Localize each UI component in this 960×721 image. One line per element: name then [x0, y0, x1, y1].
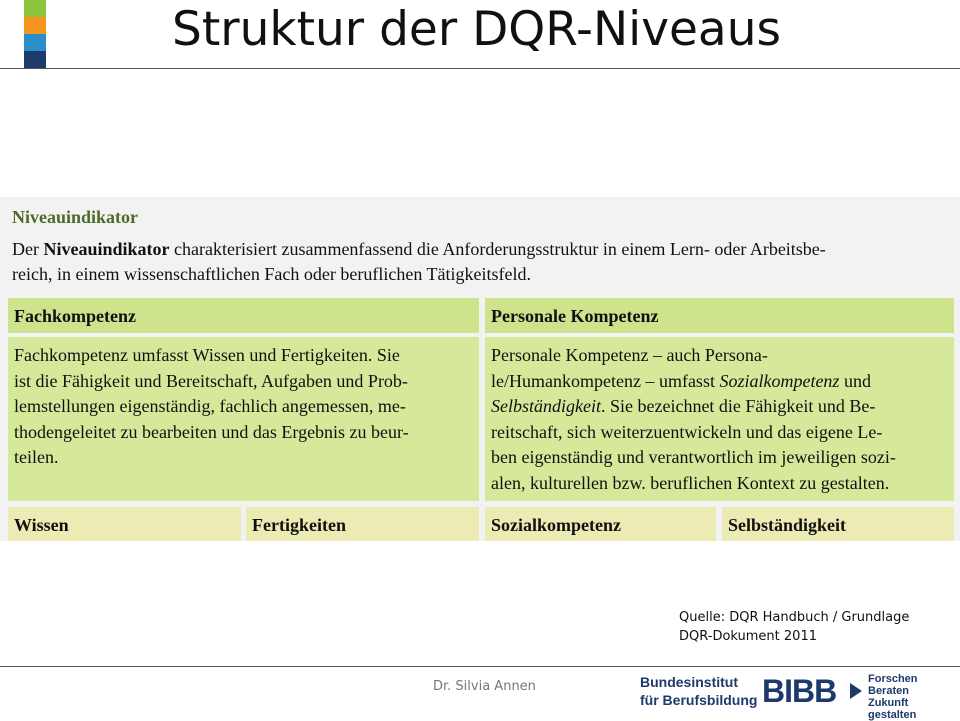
- title-divider: [0, 68, 960, 69]
- personal-text-part: le/Humankompetenz – umfasst: [491, 370, 720, 391]
- bibb-logo: [640, 671, 955, 721]
- personal-line: [491, 369, 948, 395]
- accent-orange: [24, 17, 46, 34]
- slogan-line: Beraten: [868, 685, 909, 697]
- org-line: für Berufsbildung: [640, 692, 758, 708]
- niveau-text-prefix: Der: [12, 239, 44, 259]
- personal-line: ben eigenständig und verantwortlich im jeweiligen sozi-: [491, 447, 896, 467]
- niveau-text-line1: charakterisiert zusammenfassend die Anforderungsstruktur in einem Lern- oder Arbeitsbe-: [169, 239, 826, 259]
- personal-heading: Personale Kompetenz: [491, 306, 659, 326]
- brand-mark: BIBB: [762, 673, 837, 709]
- fach-line: thodengeleitet zu bearbeiten und das Ergebnis zu beur-: [14, 421, 409, 442]
- sub-heading-cell: [722, 507, 954, 541]
- personal-text-part: und: [839, 370, 871, 391]
- footer-divider: [0, 666, 960, 667]
- org-name: [640, 673, 757, 709]
- footer-author: Dr. Silvia Annen: [433, 679, 536, 694]
- source-line: DQR-Dokument 2011: [679, 629, 817, 644]
- dqr-table-image: [0, 197, 960, 541]
- sub-heading-sozialkompetenz: Sozialkompetenz: [491, 515, 621, 535]
- niveau-text-bold: Niveauindikator: [43, 239, 170, 259]
- fach-heading-cell: [8, 298, 479, 333]
- fach-line: Fachkompetenz umfasst Wissen und Fertigkeiten. Sie: [14, 345, 400, 365]
- slogan-line: Zukunft gestalten: [868, 697, 917, 721]
- personal-text-part: . Sie bezeichnet die Fähigkeit und Be-: [600, 396, 876, 416]
- niveau-text-line2: reich, in einem wissenschaftlichen Fach oder beruflichen Tätigkeitsfeld.: [12, 264, 531, 284]
- accent-navy: [24, 51, 46, 68]
- slogan: [868, 673, 955, 721]
- sub-heading-selbstaendigkeit: Selbständigkeit: [728, 515, 847, 535]
- accent-green: [24, 0, 46, 17]
- title-accent-bar: [24, 0, 46, 68]
- personal-line: reitschaft, sich weiterzuentwickeln und das eigene Le-: [491, 421, 883, 442]
- triangle-icon: [850, 683, 862, 699]
- sub-heading-cell: [246, 507, 479, 541]
- fach-line: ist die Fähigkeit und Bereitschaft, Aufgaben und Prob-: [14, 370, 408, 391]
- sub-heading-fertigkeiten: Fertigkeiten: [252, 515, 346, 535]
- slide-title: Struktur der DQR-Niveaus: [172, 2, 782, 57]
- niveau-heading: Niveauindikator: [12, 207, 139, 227]
- sub-heading-cell: [485, 507, 716, 541]
- personal-heading-cell: [485, 298, 954, 333]
- personal-line: alen, kulturellen bzw. beruflichen Kontext zu gestalten.: [491, 472, 890, 493]
- accent-blue: [24, 34, 46, 51]
- sozialkompetenz-term: Sozialkompetenz: [719, 370, 840, 391]
- source-line: Quelle: DQR Handbuch / Grundlage: [679, 610, 910, 625]
- fach-heading: Fachkompetenz: [14, 306, 136, 326]
- source-note: [679, 608, 909, 646]
- org-line: Bundesinstitut: [640, 674, 738, 690]
- personal-line: Personale Kompetenz – auch Persona-: [491, 345, 768, 365]
- selbstaendigkeit-term: Selbständigkeit: [491, 396, 601, 416]
- sub-heading-cell: [8, 507, 241, 541]
- slogan-line: Forschen: [868, 673, 918, 685]
- sub-heading-wissen: Wissen: [14, 515, 69, 535]
- fach-line: teilen.: [14, 447, 59, 467]
- niveau-text: [12, 237, 942, 287]
- personal-body-cell: [485, 337, 954, 501]
- fach-line: lemstellungen eigenständig, fachlich angemessen, me-: [14, 396, 406, 416]
- fach-body-cell: [8, 337, 479, 501]
- personal-line: [491, 394, 948, 420]
